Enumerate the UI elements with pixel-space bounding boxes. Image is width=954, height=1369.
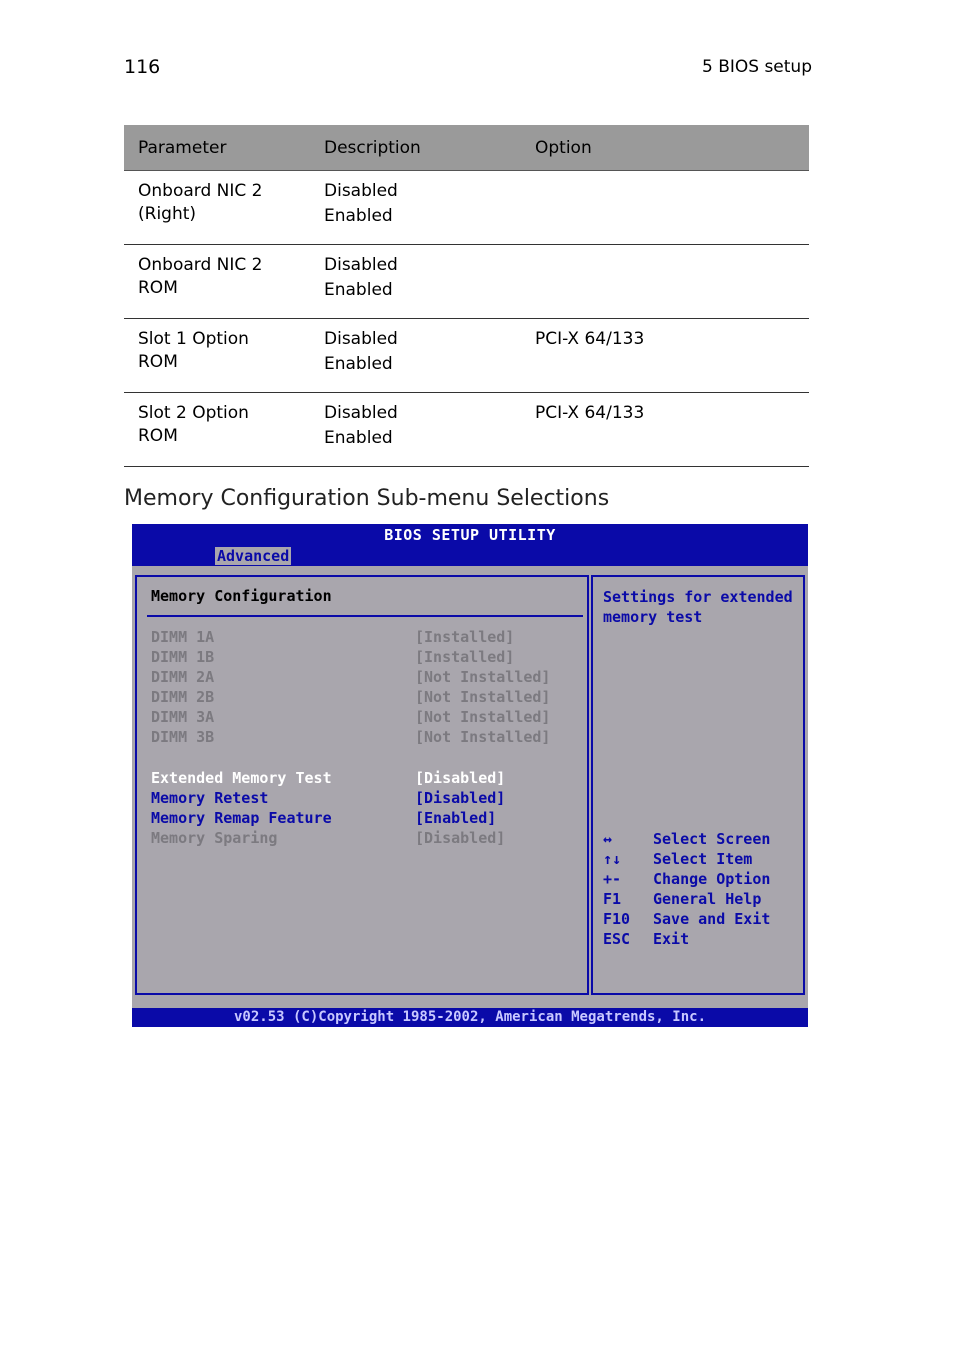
setting-label: DIMM 3A (151, 708, 215, 726)
setting-value: [Installed] (415, 648, 515, 666)
dimm-3a-row (151, 707, 581, 727)
key-description: Select Screen (653, 830, 771, 848)
setting-value: [Disabled] (415, 769, 506, 787)
option-cell (521, 171, 809, 245)
bios-tab-bar (132, 546, 808, 566)
key-legend-row (603, 889, 799, 909)
param-cell (124, 393, 310, 467)
setting-value: [Not Installed] (415, 708, 551, 726)
setting-value: [Disabled] (415, 829, 506, 847)
key-description: Change Option (653, 870, 771, 888)
desc-option: Disabled (324, 403, 398, 423)
section-header: 5 BIOS setup (701, 57, 812, 77)
parameter-table (124, 125, 809, 467)
desc-cell (310, 171, 521, 245)
setting-label: DIMM 1B (151, 648, 215, 666)
dimm-2a-row (151, 667, 581, 687)
memory-retest-option[interactable] (151, 788, 581, 808)
setting-value: [Not Installed] (415, 688, 551, 706)
key-description: Save and Exit (653, 910, 771, 928)
bios-screenshot (132, 524, 808, 1027)
page-number: 116 (124, 56, 161, 78)
setting-value: [Installed] (415, 628, 515, 646)
subsection-heading: Memory Configuration Sub-menu Selections (124, 486, 610, 511)
plus-minus-key: +- (603, 870, 622, 888)
setting-label: Memory Remap Feature (151, 809, 332, 827)
dimm-3b-row (151, 727, 581, 747)
setting-value: [Disabled] (415, 789, 506, 807)
table-row (124, 319, 809, 393)
param-line: (Right) (138, 204, 197, 224)
key-legend (603, 829, 799, 949)
table-row (124, 245, 809, 319)
up-down-arrow-icon: ↑↓ (603, 850, 622, 868)
setting-label: Memory Retest (151, 789, 269, 807)
left-right-arrow-icon: ↔ (603, 830, 613, 848)
key-legend-row (603, 909, 799, 929)
desc-option: Enabled (324, 206, 393, 226)
desc-option: Disabled (324, 181, 398, 201)
bios-settings-panel (135, 575, 589, 995)
panel-heading: Memory Configuration (151, 587, 332, 605)
desc-option: Enabled (324, 428, 393, 448)
setting-value: [Enabled] (415, 809, 497, 827)
setting-label: DIMM 3B (151, 728, 215, 746)
param-line: Slot 1 Option (138, 329, 249, 349)
desc-option: Disabled (324, 329, 398, 349)
memory-sparing-option (151, 828, 581, 848)
setting-label: DIMM 2B (151, 688, 215, 706)
param-line: Onboard NIC 2 (138, 181, 263, 201)
setting-label: DIMM 2A (151, 668, 215, 686)
heading-divider (147, 615, 583, 617)
header-option: Option (521, 125, 809, 171)
key-description: General Help (653, 890, 762, 908)
header-parameter: Parameter (124, 125, 310, 171)
param-line: Slot 2 Option (138, 403, 249, 423)
dimm-1b-row (151, 647, 581, 667)
key-legend-row (603, 849, 799, 869)
param-line: ROM (138, 278, 178, 298)
key-legend-row (603, 829, 799, 849)
help-text: Settings for extended memory test (603, 588, 793, 626)
desc-option: Enabled (324, 354, 393, 374)
dimm-2b-row (151, 687, 581, 707)
setting-label: Extended Memory Test (151, 769, 332, 787)
param-line: ROM (138, 352, 178, 372)
extended-memory-test-option[interactable] (151, 768, 581, 788)
setting-value: [Not Installed] (415, 668, 551, 686)
desc-cell (310, 393, 521, 467)
setting-label: DIMM 1A (151, 628, 215, 646)
option-cell: PCI-X 64/133 (521, 319, 809, 393)
key-description: Select Item (653, 850, 753, 868)
bios-help-panel (591, 575, 805, 995)
bios-copyright-footer: v02.53 (C)Copyright 1985-2002, American Megatrends, Inc. (132, 1008, 808, 1027)
option-cell: PCI-X 64/133 (521, 393, 809, 467)
memory-remap-feature-option[interactable] (151, 808, 581, 828)
option-cell (521, 245, 809, 319)
param-cell (124, 245, 310, 319)
header-description: Description (310, 125, 521, 171)
setting-label: Memory Sparing (151, 829, 278, 847)
esc-key: ESC (603, 930, 631, 948)
key-legend-row (603, 929, 799, 949)
param-line: Onboard NIC 2 (138, 255, 263, 275)
f10-key: F10 (603, 910, 631, 928)
desc-option: Enabled (324, 280, 393, 300)
dimm-1a-row (151, 627, 581, 647)
key-description: Exit (653, 930, 690, 948)
param-line: ROM (138, 426, 178, 446)
desc-cell (310, 245, 521, 319)
key-legend-row (603, 869, 799, 889)
table-row (124, 393, 809, 467)
param-cell (124, 171, 310, 245)
setting-value: [Not Installed] (415, 728, 551, 746)
f1-key: F1 (603, 890, 622, 908)
param-cell (124, 319, 310, 393)
bios-title-bar: BIOS SETUP UTILITY (132, 524, 808, 546)
desc-cell (310, 319, 521, 393)
table-header-row (124, 125, 809, 171)
desc-option: Disabled (324, 255, 398, 275)
table-row (124, 171, 809, 245)
tab-advanced[interactable]: Advanced (217, 547, 290, 565)
